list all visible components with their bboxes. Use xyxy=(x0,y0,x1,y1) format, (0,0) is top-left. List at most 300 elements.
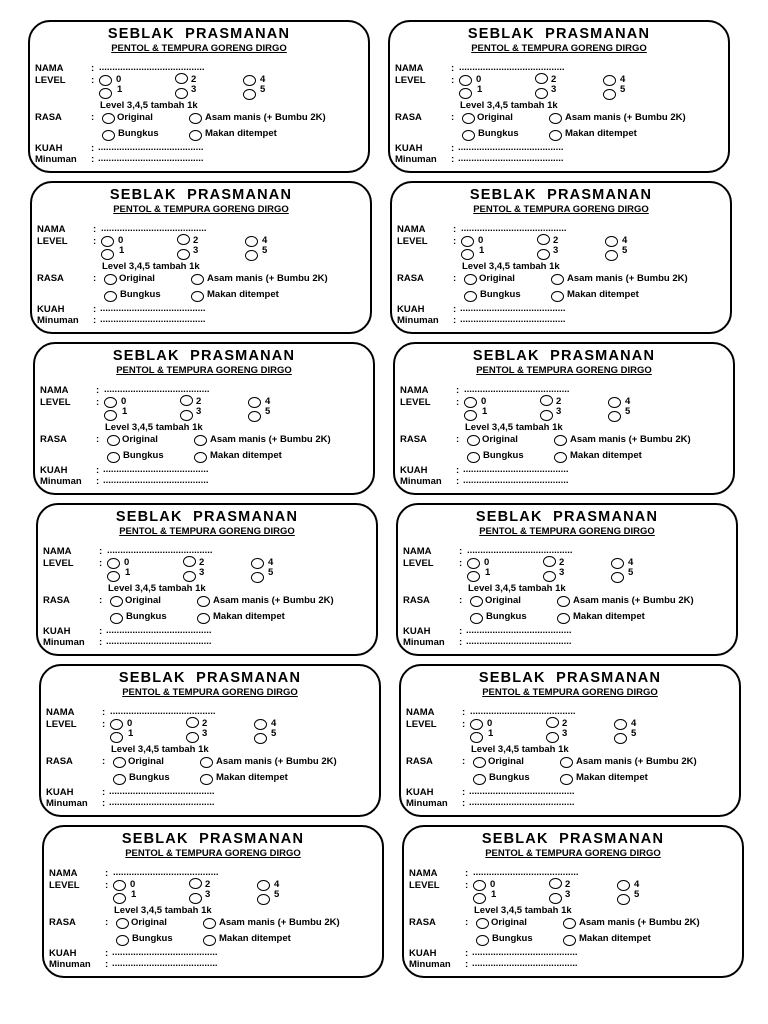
level-3-radio[interactable] xyxy=(189,893,202,904)
level-0-radio[interactable] xyxy=(459,75,472,86)
level-0-label: 0 xyxy=(487,718,493,729)
level-3-radio[interactable] xyxy=(175,88,188,99)
nama-blank[interactable]: ........................................ xyxy=(459,62,565,73)
rasa-original-radio[interactable] xyxy=(102,113,115,124)
nama-blank[interactable]: ........................................ xyxy=(104,384,210,395)
minuman-blank[interactable]: ........................................ xyxy=(106,636,212,647)
bungkus-radio[interactable] xyxy=(102,130,115,141)
card-subtitle: PENTOL & TEMPURA GORENG DIRGO xyxy=(119,526,295,537)
order-card xyxy=(42,825,384,978)
minuman-label: Minuman xyxy=(406,798,448,809)
rasa-asam-manis-radio[interactable] xyxy=(197,596,210,607)
kuah-colon: : xyxy=(93,304,97,315)
rasa-asam-manis-radio[interactable] xyxy=(557,596,570,607)
level-4-radio[interactable] xyxy=(614,719,627,730)
rasa-original-radio[interactable] xyxy=(113,757,126,768)
level-0-radio[interactable] xyxy=(113,880,126,891)
rasa-original-label: Original xyxy=(477,112,513,123)
level-3-radio[interactable] xyxy=(543,571,556,582)
kuah-blank[interactable]: ........................................ xyxy=(100,303,206,314)
card-title: SEBLAK PRASMANAN xyxy=(481,831,665,847)
makan-ditempet-radio[interactable] xyxy=(557,613,570,624)
kuah-colon: : xyxy=(451,143,455,154)
level-label: LEVEL xyxy=(403,558,434,569)
kuah-blank[interactable]: ........................................ xyxy=(472,947,578,958)
rasa-original-label: Original xyxy=(485,595,521,606)
level-colon: : xyxy=(91,75,95,86)
minuman-label: Minuman xyxy=(49,959,91,970)
level-0-label: 0 xyxy=(124,557,130,568)
nama-blank[interactable]: ........................................ xyxy=(461,223,567,234)
level-label: LEVEL xyxy=(37,236,68,247)
bungkus-label: Bungkus xyxy=(120,289,161,300)
bungkus-radio[interactable] xyxy=(104,291,117,302)
kuah-colon: : xyxy=(459,626,463,637)
level-1-radio[interactable] xyxy=(473,893,486,904)
rasa-original-radio[interactable] xyxy=(473,757,486,768)
kuah-colon: : xyxy=(91,143,95,154)
level-3-label: 3 xyxy=(196,406,202,417)
level-note: Level 3,4,5 tambah 1k xyxy=(468,583,566,594)
rasa-colon: : xyxy=(462,756,466,767)
order-card xyxy=(402,825,744,978)
kuah-colon: : xyxy=(465,948,469,959)
rasa-original-label: Original xyxy=(131,917,167,928)
makan-ditempet-label: Makan ditempet xyxy=(219,933,291,944)
kuah-colon: : xyxy=(105,948,109,959)
kuah-label: KUAH xyxy=(43,626,71,637)
rasa-colon: : xyxy=(105,917,109,928)
rasa-label: RASA xyxy=(46,756,73,767)
level-0-radio[interactable] xyxy=(104,397,117,408)
level-3-label: 3 xyxy=(199,567,205,578)
level-2-radio[interactable] xyxy=(186,717,199,728)
bungkus-radio[interactable] xyxy=(464,291,477,302)
makan-ditempet-radio[interactable] xyxy=(560,774,573,785)
nama-blank[interactable]: ........................................ xyxy=(99,62,205,73)
rasa-original-label: Original xyxy=(122,434,158,445)
level-3-label: 3 xyxy=(205,889,211,900)
level-3-radio[interactable] xyxy=(537,249,550,260)
minuman-blank[interactable]: ........................................ xyxy=(112,958,218,969)
minuman-blank[interactable]: ........................................ xyxy=(98,153,204,164)
level-4-label: 4 xyxy=(634,879,640,890)
level-4-label: 4 xyxy=(271,718,277,729)
rasa-original-radio[interactable] xyxy=(470,596,483,607)
nama-colon: : xyxy=(93,224,97,235)
makan-ditempet-radio[interactable] xyxy=(549,130,562,141)
kuah-blank[interactable]: ........................................ xyxy=(112,947,218,958)
rasa-original-radio[interactable] xyxy=(462,113,475,124)
level-2-radio[interactable] xyxy=(180,395,193,406)
level-0-radio[interactable] xyxy=(101,236,114,247)
rasa-asam-manis-radio[interactable] xyxy=(200,757,213,768)
level-3-radio[interactable] xyxy=(180,410,193,421)
level-0-radio[interactable] xyxy=(110,719,123,730)
level-2-label: 2 xyxy=(553,235,559,246)
level-5-label: 5 xyxy=(262,245,268,256)
level-0-radio[interactable] xyxy=(99,75,112,86)
nama-blank[interactable]: ........................................ xyxy=(113,867,219,878)
makan-ditempet-radio[interactable] xyxy=(200,774,213,785)
nama-colon: : xyxy=(453,224,457,235)
rasa-asam-manis-radio[interactable] xyxy=(549,113,562,124)
level-5-label: 5 xyxy=(620,84,626,95)
level-5-label: 5 xyxy=(271,728,277,739)
level-1-radio[interactable] xyxy=(113,893,126,904)
kuah-blank[interactable]: ........................................ xyxy=(466,625,572,636)
level-2-label: 2 xyxy=(191,74,197,85)
rasa-original-radio[interactable] xyxy=(107,435,120,446)
nama-colon: : xyxy=(459,546,463,557)
level-5-radio[interactable] xyxy=(245,250,258,261)
level-1-radio[interactable] xyxy=(461,249,474,260)
card-subtitle: PENTOL & TEMPURA GORENG DIRGO xyxy=(116,365,292,376)
level-4-radio[interactable] xyxy=(611,558,624,569)
level-5-label: 5 xyxy=(628,567,634,578)
rasa-label: RASA xyxy=(409,917,436,928)
minuman-blank[interactable]: ........................................ xyxy=(109,797,215,808)
minuman-colon: : xyxy=(99,637,103,648)
makan-ditempet-label: Makan ditempet xyxy=(207,289,279,300)
level-2-radio[interactable] xyxy=(175,73,188,84)
level-5-radio[interactable] xyxy=(605,250,618,261)
rasa-asam-manis-radio[interactable] xyxy=(189,113,202,124)
level-2-radio[interactable] xyxy=(540,395,553,406)
order-card xyxy=(30,181,372,334)
rasa-asam-manis-label: Asam manis (+ Bumbu 2K) xyxy=(565,112,686,123)
level-4-label: 4 xyxy=(265,396,271,407)
rasa-original-radio[interactable] xyxy=(476,918,489,929)
level-5-radio[interactable] xyxy=(603,89,616,100)
level-5-radio[interactable] xyxy=(257,894,270,905)
nama-blank[interactable]: ........................................ xyxy=(470,706,576,717)
level-3-label: 3 xyxy=(553,245,559,256)
level-4-radio[interactable] xyxy=(243,75,256,86)
kuah-blank[interactable]: ........................................ xyxy=(469,786,575,797)
rasa-original-label: Original xyxy=(119,273,155,284)
card-subtitle: PENTOL & TEMPURA GORENG DIRGO xyxy=(471,43,647,54)
minuman-blank[interactable]: ........................................ xyxy=(458,153,564,164)
kuah-blank[interactable]: ........................................ xyxy=(463,464,569,475)
level-2-label: 2 xyxy=(551,74,557,85)
card-title: SEBLAK PRASMANAN xyxy=(107,26,291,42)
card-subtitle: PENTOL & TEMPURA GORENG DIRGO xyxy=(122,687,298,698)
bungkus-label: Bungkus xyxy=(132,933,173,944)
rasa-asam-manis-radio[interactable] xyxy=(191,274,204,285)
rasa-asam-manis-label: Asam manis (+ Bumbu 2K) xyxy=(219,917,340,928)
level-1-radio[interactable] xyxy=(107,571,120,582)
level-3-radio[interactable] xyxy=(540,410,553,421)
kuah-label: KUAH xyxy=(40,465,68,476)
level-0-radio[interactable] xyxy=(107,558,120,569)
level-2-radio[interactable] xyxy=(537,234,550,245)
level-label: LEVEL xyxy=(46,719,77,730)
rasa-asam-manis-radio[interactable] xyxy=(554,435,567,446)
level-2-label: 2 xyxy=(565,879,571,890)
level-1-radio[interactable] xyxy=(467,571,480,582)
bungkus-radio[interactable] xyxy=(476,935,489,946)
level-colon: : xyxy=(451,75,455,86)
minuman-blank[interactable]: ........................................ xyxy=(472,958,578,969)
level-1-radio[interactable] xyxy=(101,249,114,260)
rasa-label: RASA xyxy=(406,756,433,767)
rasa-original-radio[interactable] xyxy=(464,274,477,285)
card-subtitle: PENTOL & TEMPURA GORENG DIRGO xyxy=(476,365,652,376)
minuman-blank[interactable]: ........................................ xyxy=(466,636,572,647)
makan-ditempet-label: Makan ditempet xyxy=(576,772,648,783)
level-2-radio[interactable] xyxy=(535,73,548,84)
minuman-colon: : xyxy=(91,154,95,165)
nama-blank[interactable]: ........................................ xyxy=(107,545,213,556)
level-0-radio[interactable] xyxy=(473,880,486,891)
rasa-asam-manis-radio[interactable] xyxy=(194,435,207,446)
makan-ditempet-label: Makan ditempet xyxy=(579,933,651,944)
kuah-colon: : xyxy=(456,465,460,476)
rasa-label: RASA xyxy=(40,434,67,445)
level-4-radio[interactable] xyxy=(603,75,616,86)
rasa-colon: : xyxy=(459,595,463,606)
order-card xyxy=(388,20,730,173)
level-4-radio[interactable] xyxy=(248,397,261,408)
nama-label: NAMA xyxy=(46,707,75,718)
card-title: SEBLAK PRASMANAN xyxy=(118,670,302,686)
rasa-colon: : xyxy=(465,917,469,928)
level-5-radio[interactable] xyxy=(243,89,256,100)
nama-blank[interactable]: ........................................ xyxy=(110,706,216,717)
level-5-radio[interactable] xyxy=(617,894,630,905)
nama-colon: : xyxy=(456,385,460,396)
nama-label: NAMA xyxy=(35,63,64,74)
level-5-label: 5 xyxy=(274,889,280,900)
level-0-label: 0 xyxy=(484,557,490,568)
bungkus-radio[interactable] xyxy=(467,452,480,463)
level-4-radio[interactable] xyxy=(254,719,267,730)
level-1-label: 1 xyxy=(131,889,137,900)
rasa-original-label: Original xyxy=(125,595,161,606)
bungkus-label: Bungkus xyxy=(492,933,533,944)
level-3-radio[interactable] xyxy=(535,88,548,99)
level-0-radio[interactable] xyxy=(467,558,480,569)
level-4-label: 4 xyxy=(628,557,634,568)
level-note: Level 3,4,5 tambah 1k xyxy=(102,261,200,272)
kuah-label: KUAH xyxy=(37,304,65,315)
level-5-radio[interactable] xyxy=(608,411,621,422)
rasa-asam-manis-radio[interactable] xyxy=(563,918,576,929)
level-1-radio[interactable] xyxy=(104,410,117,421)
level-0-label: 0 xyxy=(116,74,122,85)
makan-ditempet-radio[interactable] xyxy=(197,613,210,624)
level-1-radio[interactable] xyxy=(99,88,112,99)
level-5-label: 5 xyxy=(634,889,640,900)
minuman-colon: : xyxy=(453,315,457,326)
nama-blank[interactable]: ........................................ xyxy=(101,223,207,234)
rasa-asam-manis-radio[interactable] xyxy=(203,918,216,929)
kuah-blank[interactable]: ........................................ xyxy=(460,303,566,314)
level-1-radio[interactable] xyxy=(459,88,472,99)
level-1-radio[interactable] xyxy=(464,410,477,421)
level-0-label: 0 xyxy=(476,74,482,85)
order-card xyxy=(399,664,741,817)
card-subtitle: PENTOL & TEMPURA GORENG DIRGO xyxy=(473,204,649,215)
kuah-blank[interactable]: ........................................ xyxy=(109,786,215,797)
minuman-label: Minuman xyxy=(46,798,88,809)
order-card xyxy=(39,664,381,817)
nama-blank[interactable]: ........................................ xyxy=(473,867,579,878)
order-card xyxy=(33,342,375,495)
level-note: Level 3,4,5 tambah 1k xyxy=(100,100,198,111)
level-4-radio[interactable] xyxy=(251,558,264,569)
makan-ditempet-label: Makan ditempet xyxy=(573,611,645,622)
makan-ditempet-radio[interactable] xyxy=(563,935,576,946)
level-5-radio[interactable] xyxy=(614,733,627,744)
level-2-label: 2 xyxy=(562,718,568,729)
level-note: Level 3,4,5 tambah 1k xyxy=(111,744,209,755)
minuman-colon: : xyxy=(451,154,455,165)
level-1-label: 1 xyxy=(488,728,494,739)
level-0-radio[interactable] xyxy=(464,397,477,408)
level-4-label: 4 xyxy=(262,235,268,246)
bungkus-label: Bungkus xyxy=(118,128,159,139)
level-2-radio[interactable] xyxy=(189,878,202,889)
makan-ditempet-radio[interactable] xyxy=(191,291,204,302)
level-5-radio[interactable] xyxy=(248,411,261,422)
nama-label: NAMA xyxy=(397,224,426,235)
level-label: LEVEL xyxy=(35,75,66,86)
kuah-label: KUAH xyxy=(409,948,437,959)
nama-blank[interactable]: ........................................ xyxy=(467,545,573,556)
level-label: LEVEL xyxy=(409,880,440,891)
level-1-radio[interactable] xyxy=(110,732,123,743)
level-2-radio[interactable] xyxy=(546,717,559,728)
bungkus-radio[interactable] xyxy=(116,935,129,946)
level-1-radio[interactable] xyxy=(470,732,483,743)
rasa-original-radio[interactable] xyxy=(467,435,480,446)
minuman-blank[interactable]: ........................................ xyxy=(469,797,575,808)
level-3-radio[interactable] xyxy=(549,893,562,904)
level-colon: : xyxy=(93,236,97,247)
level-3-radio[interactable] xyxy=(183,571,196,582)
rasa-label: RASA xyxy=(397,273,424,284)
kuah-blank[interactable]: ........................................ xyxy=(458,142,564,153)
rasa-asam-manis-radio[interactable] xyxy=(560,757,573,768)
level-4-radio[interactable] xyxy=(617,880,630,891)
level-3-radio[interactable] xyxy=(186,732,199,743)
makan-ditempet-label: Makan ditempet xyxy=(205,128,277,139)
level-0-radio[interactable] xyxy=(461,236,474,247)
bungkus-radio[interactable] xyxy=(107,452,120,463)
rasa-colon: : xyxy=(453,273,457,284)
rasa-original-label: Original xyxy=(491,917,527,928)
level-2-radio[interactable] xyxy=(549,878,562,889)
kuah-blank[interactable]: ........................................ xyxy=(103,464,209,475)
level-0-label: 0 xyxy=(130,879,136,890)
rasa-original-radio[interactable] xyxy=(116,918,129,929)
rasa-original-radio[interactable] xyxy=(104,274,117,285)
level-note: Level 3,4,5 tambah 1k xyxy=(465,422,563,433)
card-subtitle: PENTOL & TEMPURA GORENG DIRGO xyxy=(485,848,661,859)
level-3-label: 3 xyxy=(191,84,197,95)
bungkus-radio[interactable] xyxy=(470,613,483,624)
level-5-radio[interactable] xyxy=(611,572,624,583)
level-3-radio[interactable] xyxy=(546,732,559,743)
rasa-asam-manis-label: Asam manis (+ Bumbu 2K) xyxy=(207,273,328,284)
level-0-radio[interactable] xyxy=(470,719,483,730)
level-4-radio[interactable] xyxy=(245,236,258,247)
minuman-blank[interactable]: ........................................ xyxy=(100,314,206,325)
kuah-colon: : xyxy=(99,626,103,637)
bungkus-radio[interactable] xyxy=(113,774,126,785)
makan-ditempet-radio[interactable] xyxy=(203,935,216,946)
minuman-colon: : xyxy=(93,315,97,326)
rasa-original-label: Original xyxy=(482,434,518,445)
level-2-radio[interactable] xyxy=(183,556,196,567)
bungkus-label: Bungkus xyxy=(123,450,164,461)
minuman-blank[interactable]: ........................................ xyxy=(463,475,569,486)
bungkus-radio[interactable] xyxy=(473,774,486,785)
level-1-label: 1 xyxy=(482,406,488,417)
kuah-label: KUAH xyxy=(46,787,74,798)
makan-ditempet-radio[interactable] xyxy=(194,452,207,463)
makan-ditempet-radio[interactable] xyxy=(189,130,202,141)
nama-label: NAMA xyxy=(400,385,429,396)
minuman-colon: : xyxy=(456,476,460,487)
level-3-label: 3 xyxy=(559,567,565,578)
makan-ditempet-radio[interactable] xyxy=(551,291,564,302)
level-5-radio[interactable] xyxy=(251,572,264,583)
level-label: LEVEL xyxy=(395,75,426,86)
nama-colon: : xyxy=(99,546,103,557)
level-4-radio[interactable] xyxy=(608,397,621,408)
level-label: LEVEL xyxy=(40,397,71,408)
level-4-radio[interactable] xyxy=(257,880,270,891)
card-subtitle: PENTOL & TEMPURA GORENG DIRGO xyxy=(111,43,287,54)
bungkus-label: Bungkus xyxy=(126,611,167,622)
level-2-label: 2 xyxy=(196,396,202,407)
bungkus-radio[interactable] xyxy=(462,130,475,141)
minuman-blank[interactable]: ........................................ xyxy=(460,314,566,325)
minuman-blank[interactable]: ........................................ xyxy=(103,475,209,486)
level-0-label: 0 xyxy=(478,235,484,246)
minuman-label: Minuman xyxy=(395,154,437,165)
level-5-label: 5 xyxy=(631,728,637,739)
level-4-label: 4 xyxy=(622,235,628,246)
level-colon: : xyxy=(456,397,460,408)
order-card xyxy=(393,342,735,495)
kuah-blank[interactable]: ........................................ xyxy=(106,625,212,636)
level-2-radio[interactable] xyxy=(543,556,556,567)
rasa-label: RASA xyxy=(49,917,76,928)
kuah-blank[interactable]: ........................................ xyxy=(98,142,204,153)
nama-blank[interactable]: ........................................ xyxy=(464,384,570,395)
level-4-radio[interactable] xyxy=(605,236,618,247)
kuah-colon: : xyxy=(102,787,106,798)
makan-ditempet-radio[interactable] xyxy=(554,452,567,463)
level-note: Level 3,4,5 tambah 1k xyxy=(105,422,203,433)
rasa-colon: : xyxy=(99,595,103,606)
level-0-label: 0 xyxy=(121,396,127,407)
rasa-asam-manis-radio[interactable] xyxy=(551,274,564,285)
nama-label: NAMA xyxy=(43,546,72,557)
minuman-label: Minuman xyxy=(37,315,79,326)
level-3-radio[interactable] xyxy=(177,249,190,260)
level-5-radio[interactable] xyxy=(254,733,267,744)
bungkus-label: Bungkus xyxy=(483,450,524,461)
rasa-original-radio[interactable] xyxy=(110,596,123,607)
level-2-radio[interactable] xyxy=(177,234,190,245)
bungkus-radio[interactable] xyxy=(110,613,123,624)
nama-colon: : xyxy=(96,385,100,396)
